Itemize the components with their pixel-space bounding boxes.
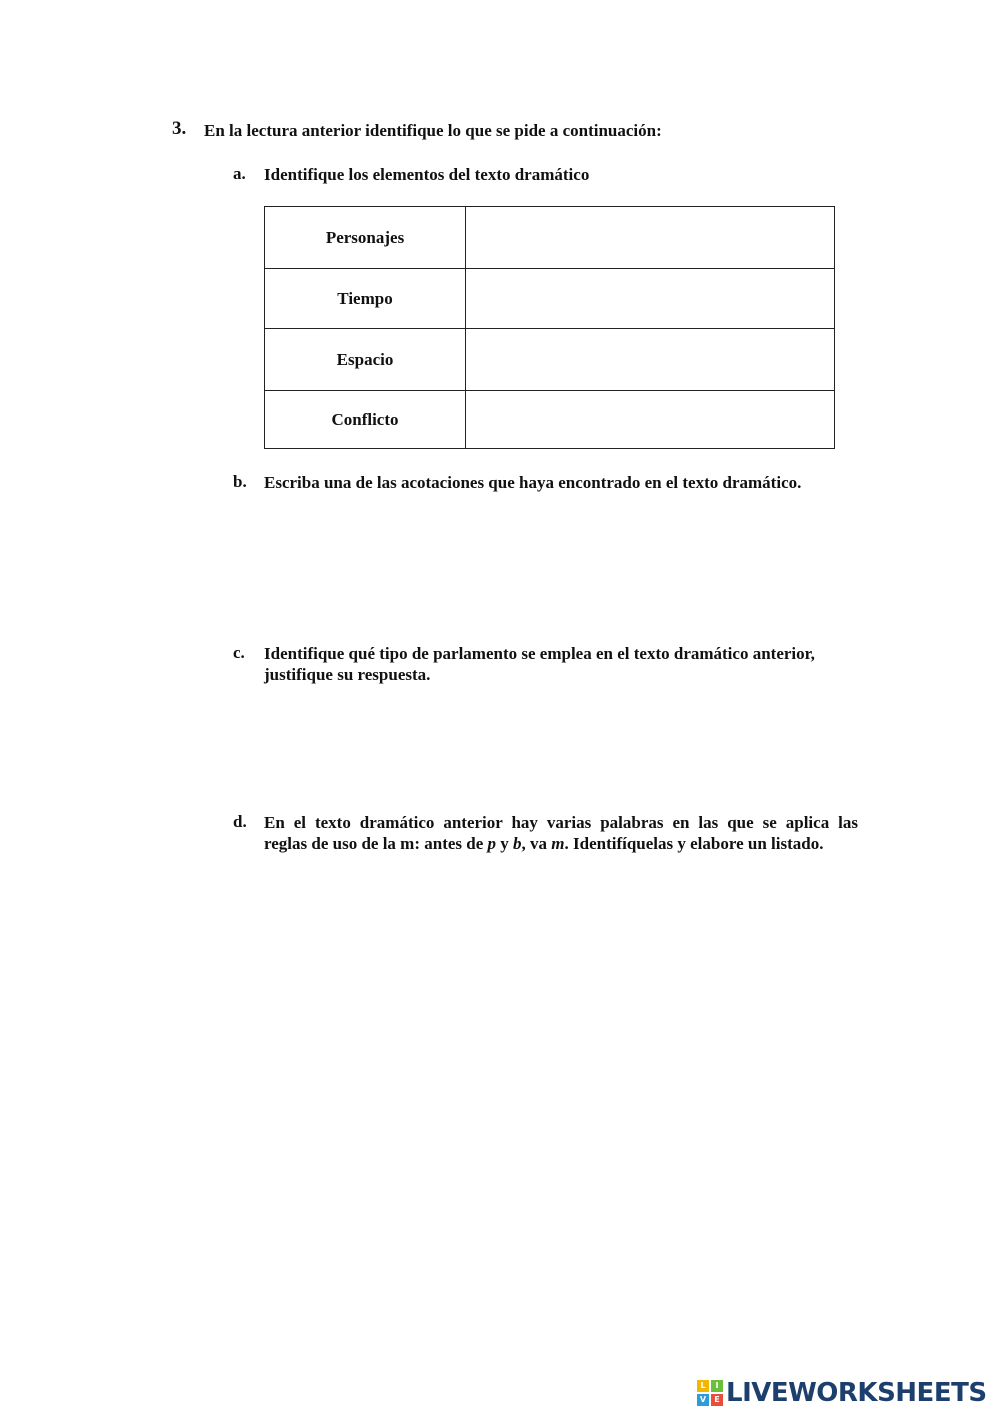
part-a-prompt: Identifique los elementos del texto dramático — [264, 165, 590, 184]
table-row — [265, 391, 835, 449]
answer-cell-conflicto[interactable] — [466, 391, 835, 449]
answer-cell-espacio[interactable] — [466, 329, 835, 391]
part-d-answer-area[interactable] — [264, 860, 858, 1260]
part-d-text-y: y — [496, 834, 514, 853]
logo-text: LIVEWORKSHEETS — [726, 1378, 987, 1408]
part-d-prompt — [264, 812, 858, 854]
part-d-line-1: En el texto dramático anterior hay varias palabras en las que se aplica las — [264, 813, 858, 832]
logo-tile: L — [697, 1380, 709, 1392]
letter-b: b — [513, 834, 522, 853]
part-c-answer-area[interactable] — [264, 690, 858, 800]
answer-cell-personajes[interactable] — [466, 207, 835, 269]
row-label-espacio: Espacio — [265, 329, 466, 391]
table-row — [265, 269, 835, 329]
part-d-text-va: , va — [521, 834, 552, 853]
part-d-line-2 — [264, 833, 858, 854]
row-label-personajes: Personajes — [265, 207, 466, 269]
row-label-conflicto: Conflicto — [265, 391, 466, 449]
part-c-line-1: Identifique qué tipo de parlamento se emplea en el texto dramático anterior, — [264, 644, 815, 663]
logo-tile: V — [697, 1394, 709, 1406]
letter-p: p — [487, 834, 497, 853]
part-c-prompt — [264, 643, 858, 685]
part-b-prompt: Escriba una de las acotaciones que haya encontrado en el texto dramático. — [264, 473, 802, 492]
part-d-letter: d. — [233, 812, 247, 831]
part-d-text-post: . Identifíquelas y elabore un listado. — [564, 834, 824, 853]
part-a-letter: a. — [233, 164, 246, 183]
logo-tile: E — [711, 1394, 723, 1406]
answer-cell-tiempo[interactable] — [466, 269, 835, 329]
part-b-answer-area[interactable] — [264, 500, 858, 630]
question-number: 3. — [172, 118, 187, 139]
row-label-tiempo: Tiempo — [265, 269, 466, 329]
letter-m: m — [551, 834, 565, 853]
part-b-letter: b. — [233, 472, 247, 491]
table-row — [265, 329, 835, 391]
logo-tile: I — [711, 1380, 723, 1392]
dramatic-elements-table — [264, 206, 835, 449]
part-c-line-2: justifique su respuesta. — [264, 665, 431, 684]
logo-icon — [697, 1380, 723, 1406]
liveworksheets-logo — [697, 1378, 987, 1408]
part-d-text-pre: reglas de uso de la m: antes de — [264, 834, 488, 853]
question-prompt: En la lectura anterior identifique lo que se pide a continuación: — [204, 121, 662, 140]
part-c-letter: c. — [233, 643, 245, 662]
table-row — [265, 207, 835, 269]
